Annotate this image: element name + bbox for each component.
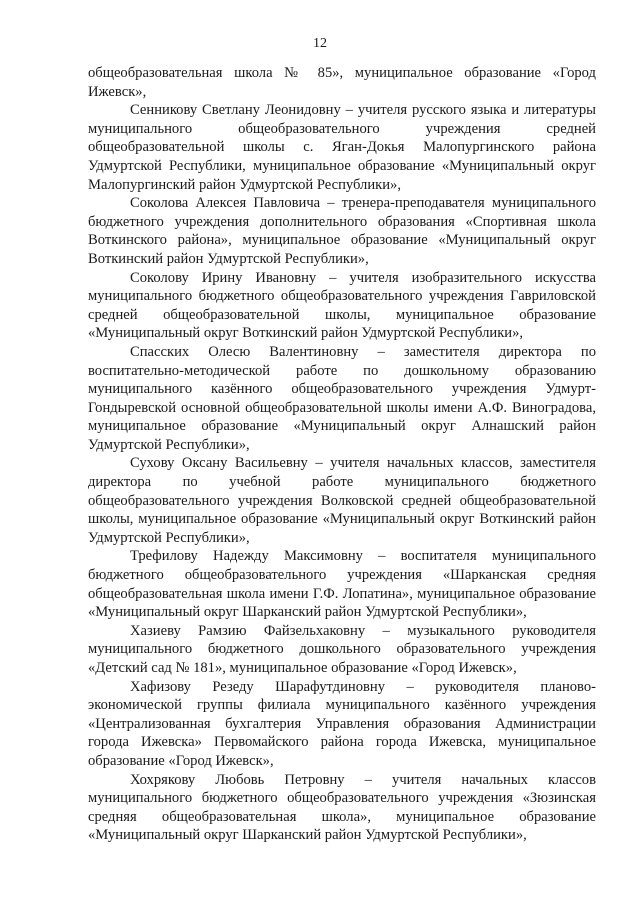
paragraph-sokolova: Соколову Ирину Ивановну – учителя изобразительного искусства муниципального бюджетного общеобразовательного учреждения Гавриловской средней общеобразовательной школы, муниципальное образование «Муниципальный округ Воткинский район Удмуртской Республики», — [88, 269, 596, 342]
paragraph-spasskih: Спасских Олесю Валентиновну – заместителя директора по воспитательно-методической работе по дошкольному образованию муниципального казённого общеобразовательного учреждения Удмурт-Гондыревской основной общеобразовательной школы имени А.Ф. Виноградова, муниципальное образование «Муниципальный округ Алнашский район Удмуртской Республики», — [88, 343, 596, 453]
paragraph-sennikova: Сенникову Светлану Леонидовну – учителя русского языка и литературы муниципального общеобразовательного учреждения средней общеобразовательной школы с. Яган-Докья Малопургинского района Удмуртской Республики, муниципальное образование «Муниципальный округ Малопургинский район Удмуртской Республики», — [88, 102, 596, 193]
document-body — [88, 64, 596, 845]
paragraph-haziyeva: Хазиеву Рамзию Файзельхаковну – музыкального руководителя муниципального бюджетного дошкольного образовательного учреждения «Детский сад № 181», муниципальное образование «Город Ижевск», — [88, 622, 596, 676]
paragraph-trefilova: Трефилову Надежду Максимовну – воспитателя муниципального бюджетного общеобразовательного учреждения «Шарканская средняя общеобразовательная школа имени Г.Ф. Лопатина», муниципальное образование «Муниципальный округ Шарканский район Удмуртской Республики», — [88, 548, 596, 621]
paragraph-hohryakova: Хохрякову Любовь Петровну – учителя начальных классов муниципального бюджетного общеобразовательного учреждения «Зюзинская средняя общеобразовательная школа», муниципальное образование «Муниципальный округ Шарканский район Удмуртской Республики», — [88, 771, 596, 844]
paragraph-suhova: Сухову Оксану Васильевну – учителя начальных классов, заместителя директора по учебной работе муниципального бюджетного общеобразовательного учреждения Волковской средней общеобразовательной школы, муниципальное образование «Муниципальный округ Воткинский район Удмуртской Республики», — [88, 455, 596, 546]
paragraph-sokolov: Соколова Алексея Павловича – тренера-преподавателя муниципального бюджетного учреждения дополнительного образования «Спортивная школа Воткинского района», муниципальное образование «Муниципальный округ Воткинский район Удмуртской Республики», — [88, 195, 596, 267]
paragraph-hafizova: Хафизову Резеду Шарафутдиновну – руководителя планово-экономической группы филиала муниципального казённого учреждения «Централизованная бухгалтерия Управления образования Администрации города Ижевска» Первомайского района города Ижевска, муниципальное образование «Город Ижевск», — [88, 678, 596, 769]
paragraph-continuation: общеобразовательная школа № 85», муниципальное образование «Город Ижевск», — [88, 65, 596, 100]
page-number: 12 — [313, 36, 327, 51]
